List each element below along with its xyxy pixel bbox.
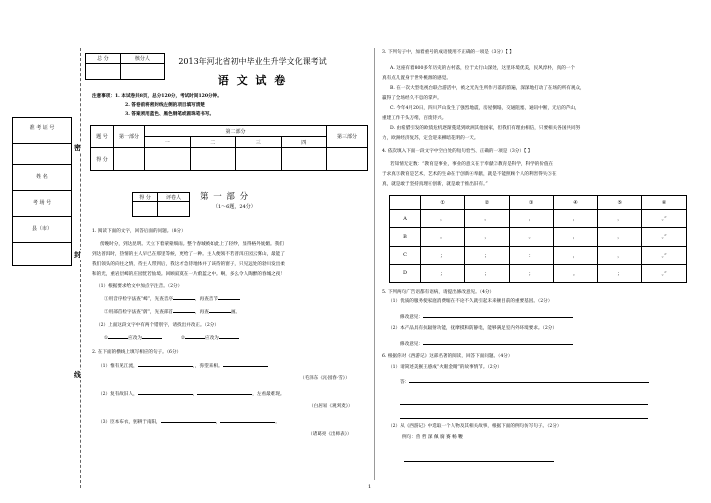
q1-sub1b-text: ②用部首检字法查“蔚”，先查部首 bbox=[104, 310, 174, 315]
q2-item-post: 。 bbox=[275, 420, 280, 425]
q2-source-3: （诸葛亮《出师表》） bbox=[308, 432, 352, 437]
grader-reviewer-label: 评卷人 bbox=[158, 193, 190, 202]
q4-row-d bbox=[390, 264, 687, 282]
answer-blank[interactable] bbox=[218, 299, 240, 300]
q4-row-c bbox=[390, 246, 687, 264]
q1-sub1b-mid: ，再查 bbox=[195, 310, 209, 315]
answer-blank[interactable] bbox=[423, 344, 573, 345]
name-label: 姓 名 bbox=[36, 174, 48, 180]
q2-item-1 bbox=[98, 364, 268, 371]
q2-item-pre: （1）惟有见江流， bbox=[98, 364, 138, 369]
table-cell: 。” bbox=[642, 264, 687, 282]
table-cell: ， bbox=[598, 210, 642, 228]
table-cell: 。 bbox=[509, 228, 553, 246]
q6-s2: （2）从《西游记》中选取一个人物及其相关故事，根据下面的例句仿写句子。（2分） bbox=[388, 424, 562, 429]
q1-sub1b-end: 画。 bbox=[230, 310, 241, 315]
exam-id-field[interactable] bbox=[13, 144, 71, 165]
q3-option-a-cont: 真有点儿置身于世外桃源的感觉。 bbox=[382, 76, 451, 81]
q1-sub1b bbox=[104, 310, 240, 317]
q6-s1-label: 答： bbox=[400, 380, 410, 385]
row-label: B bbox=[390, 228, 421, 246]
answer-blank[interactable] bbox=[220, 422, 275, 423]
table-cell: 。 bbox=[465, 210, 509, 228]
county-label: 县（市） bbox=[31, 226, 52, 232]
subject-title: 语 文 试 卷 bbox=[217, 74, 288, 87]
q1-sub2-answers bbox=[104, 336, 239, 343]
score-row-label: 得 分 bbox=[91, 148, 114, 171]
passage-line: 傍晚时分，到达昆明。天立下着蒙蒙细雨。整个春城被如此上了轻纱，显得格外妩媚。我们 bbox=[100, 242, 284, 247]
table-cell: 。” bbox=[642, 246, 687, 264]
grader-score-cell[interactable] bbox=[133, 202, 158, 217]
row-label: D bbox=[390, 264, 421, 282]
q2-item-post: ，弥望来相。 bbox=[194, 364, 223, 369]
table-cell: ， bbox=[598, 246, 642, 264]
q6-s2-example: 例句：兽 哲 深 佩 腐 赛 畅 鞭 bbox=[402, 435, 463, 440]
total-score-cell[interactable] bbox=[86, 64, 121, 80]
q2-stem: 2. 在下面的横线上填写相应的句子。（6分） bbox=[92, 350, 182, 355]
q3-option-a: A. 这座有着800多年历史的古村落，位于太行山深处，这里环境优美，民风淳朴，真的一个 bbox=[390, 66, 575, 71]
score-table bbox=[90, 125, 368, 171]
table-cell: ； bbox=[509, 264, 553, 282]
student-info-box bbox=[12, 117, 72, 266]
score-cell[interactable] bbox=[190, 148, 236, 171]
checker-label: 核分人 bbox=[120, 54, 164, 64]
q1-sub1a bbox=[104, 297, 240, 304]
q4-answer-table bbox=[389, 195, 687, 283]
q2-item-mid: ， bbox=[192, 392, 198, 397]
answer-blank[interactable] bbox=[108, 338, 128, 339]
part1-label: 第一部分 bbox=[114, 126, 145, 148]
grader-reviewer-cell[interactable] bbox=[158, 202, 190, 217]
q1-sub2: （2）上面这段文字中有两个错别字，请找出并改正。（2分） bbox=[96, 323, 219, 328]
seal-char-xian: 线 bbox=[74, 370, 81, 379]
question-number-label: 题 号 bbox=[91, 126, 114, 148]
col-header: ① bbox=[421, 196, 465, 210]
part-one-title: 第 一 部 分 bbox=[200, 192, 250, 202]
page-number: 1 bbox=[368, 484, 372, 490]
answer-blank[interactable] bbox=[219, 338, 239, 339]
grader-box bbox=[132, 192, 190, 217]
q3-options bbox=[382, 64, 585, 144]
part2-sub2: 二 bbox=[190, 137, 236, 148]
table-cell: ， bbox=[509, 210, 553, 228]
q3-option-d: D. 由希腊引发的欧债危机逐渐蔓延到欧洲其他国家，但我们有理由相信，只要相关各国共同努 bbox=[390, 126, 581, 131]
q5-s2-label: 修改意见： bbox=[400, 342, 423, 347]
q1-sub2b-mid: 应改为 bbox=[204, 336, 219, 341]
table-cell: ， bbox=[465, 228, 509, 246]
answer-blank[interactable] bbox=[223, 366, 268, 367]
answer-blank[interactable] bbox=[197, 394, 252, 395]
q2-item-2 bbox=[98, 392, 284, 399]
row-label: C bbox=[390, 246, 421, 264]
answer-blank[interactable] bbox=[409, 382, 649, 383]
note-1: 注意事项：1. 本试卷共8页，总分120分，考试时间120分钟。 bbox=[92, 94, 222, 99]
q1-sub2a: ① bbox=[104, 336, 109, 341]
q2-source-2: （白居易《观刈麦》） bbox=[309, 404, 353, 409]
table-cell: ， bbox=[553, 246, 597, 264]
table-cell: ； bbox=[421, 264, 465, 282]
part3-label: 第三部分 bbox=[327, 126, 368, 148]
q2-item-mid: ， bbox=[192, 364, 195, 369]
q3-stem: 3. 下列句子中，加着重号的成语使用不正确的一项是（3分）【 】 bbox=[382, 50, 514, 55]
table-cell: 。” bbox=[642, 228, 687, 246]
col-header: ⑤ bbox=[598, 196, 642, 210]
q1-passage bbox=[92, 240, 285, 280]
answer-blank[interactable] bbox=[142, 338, 162, 339]
q6-s1-answer bbox=[400, 380, 649, 387]
table-cell: ； bbox=[598, 264, 642, 282]
q5-s2: （2）本产品具有抗辐射功能，抚摩摸和防静电，能够满足室内外环境要求。（2分） bbox=[388, 326, 557, 331]
part2-sub4: 四 bbox=[281, 137, 327, 148]
table-cell: ； bbox=[465, 264, 509, 282]
q2-item-pre: （3）臣本布衣，躬耕于南阳， bbox=[98, 420, 161, 425]
page-divider bbox=[374, 48, 375, 480]
score-cell[interactable] bbox=[114, 148, 145, 171]
q3-option-c: C. 今年4月20日，四川芦山发生了强烈地震，房屋倒塌，交通阻塞，通讯中断，无后的芦山， bbox=[390, 106, 580, 111]
q2-item-3 bbox=[98, 420, 280, 427]
answer-line[interactable] bbox=[400, 404, 648, 405]
answer-blank[interactable] bbox=[209, 312, 231, 313]
col-header: ④ bbox=[553, 196, 597, 210]
room-label: 考 场 号 bbox=[32, 200, 52, 206]
q2-item-mid: ， bbox=[215, 420, 221, 425]
q4-line: 若知情无定数：“教育是事业，事业的意义在于奉献②教育是科学，科学的价值在 bbox=[390, 162, 554, 167]
answer-blank[interactable] bbox=[423, 317, 573, 318]
answer-blank[interactable] bbox=[138, 366, 193, 367]
seal-char-mi: 密 bbox=[74, 143, 81, 152]
col-header: ③ bbox=[509, 196, 553, 210]
q3-option-b-cont: 赢得了全场经久不息的掌声。 bbox=[382, 96, 442, 101]
score-cell[interactable] bbox=[327, 148, 368, 171]
corner-cell bbox=[390, 196, 421, 210]
q2-item-post: ，左看最难现。 bbox=[252, 392, 285, 397]
q3-option-b: B. 在一次大型电视台联合游活中，被之光先生所作月落的韵遍，深深地打动了在场的所有观众， bbox=[390, 86, 585, 91]
table-cell: ， bbox=[421, 210, 465, 228]
grader-score-label: 得 分 bbox=[133, 193, 158, 202]
q4-stem: 4. 依次填入下面一段文字中空白处的短句恰当、正确的一项是（3分）【 】 bbox=[382, 149, 533, 154]
q1-stem: 1. 阅读下面的文字，回答后面的问题。（8分） bbox=[92, 229, 186, 234]
seal-line bbox=[80, 48, 81, 488]
q5-s1: （1）优质的服务使家庭消费缩在不论不久就引起未来额目前的重要基因。（2分） bbox=[388, 299, 553, 304]
q6-stem: 6. 根据你对《西游记》这部名著的阅读，回答下面问题。（4分） bbox=[382, 354, 513, 359]
score-cell[interactable] bbox=[145, 148, 191, 171]
q2-source-1: （毛泽东《沁园春·雪》） bbox=[300, 376, 350, 381]
exam-id-label: 准 考 证 号 bbox=[29, 125, 55, 131]
q2-item-pre: （2）复有故旧人， bbox=[98, 392, 138, 397]
note-2: 2. 答卷前将密封线左侧的项目填写清楚 bbox=[125, 103, 205, 108]
passage-line: 到达普洱时，热情的主人早已在那里等候，更给了一种。主人便领不若普洱庄园云雾山，最能了 bbox=[92, 252, 285, 257]
table-cell: 。” bbox=[642, 210, 687, 228]
part2-label: 第二部分 bbox=[145, 126, 327, 137]
table-cell: 。 bbox=[421, 228, 465, 246]
passage-line: 和的光，重岩层嶂的庄园恍若仙境。回顾寂寞在一片蔚蓝之中。啊，多么令人陶醉的春城之夜！ bbox=[92, 272, 285, 277]
q4-row-a bbox=[390, 210, 687, 228]
q5-s2-answer bbox=[400, 342, 573, 349]
answer-blank[interactable] bbox=[185, 338, 205, 339]
note-3: 3. 答案须用蓝色、黑色钢笔或圆珠笔书写。 bbox=[125, 112, 215, 117]
q5-s1-answer bbox=[400, 315, 573, 322]
table-cell: 。 bbox=[553, 264, 597, 282]
exam-title: 2013年河北省初中毕业生升学文化课考试 bbox=[178, 57, 327, 66]
col-header: ⑥ bbox=[642, 196, 687, 210]
col-header: ② bbox=[465, 196, 509, 210]
table-cell: ； bbox=[421, 246, 465, 264]
part-one-subtitle: （1～6题，24分） bbox=[213, 204, 256, 210]
q1-sub1: （1）根据要求给文中加点字注音。（2分） bbox=[96, 284, 183, 289]
q5-stem: 5. 下列两句广告语都有语病，请提出修改意见。（4分） bbox=[382, 290, 495, 295]
answer-blank[interactable] bbox=[173, 312, 195, 313]
q4-line: 于求真③教育是艺术，艺术的生命在于创新④奉献，就是不能照顾个人的利害得失⑤在 bbox=[382, 172, 557, 177]
part2-sub1: 一 bbox=[145, 137, 191, 148]
seal-char-feng: 封 bbox=[74, 250, 81, 259]
answer-blank[interactable] bbox=[138, 394, 193, 395]
table-cell: ， bbox=[553, 210, 597, 228]
q1-sub2b: ② bbox=[180, 336, 185, 341]
table-cell: ； bbox=[465, 246, 509, 264]
score-cell[interactable] bbox=[236, 148, 282, 171]
table-cell: ， bbox=[598, 228, 642, 246]
row-label: A bbox=[390, 210, 421, 228]
part2-sub3: 三 bbox=[236, 137, 282, 148]
score-cell[interactable] bbox=[281, 148, 327, 171]
answer-line[interactable] bbox=[400, 418, 648, 419]
q4-line: 真，就是敢于坚持真理⑥创新，就是敢于推出旧有。” bbox=[382, 182, 488, 187]
passage-line: 我们领头的向往之情，待主人带到后，我这才急待地体并了该待的窗子，只见远处的勃川发出柔 bbox=[92, 262, 285, 267]
answer-line[interactable] bbox=[404, 461, 554, 462]
answer-blank[interactable] bbox=[161, 422, 216, 423]
q1-sub2a-mid: 应改为 bbox=[128, 336, 142, 341]
county-field[interactable] bbox=[13, 243, 71, 268]
q6-s1: （1）请简述美猴王感成“火眼金睛”的故事情节。（2分） bbox=[388, 365, 502, 370]
q1-sub1a-mid: ，再查音节 bbox=[195, 297, 218, 302]
q4-passage bbox=[382, 160, 557, 190]
q3-option-c-cont: 重建工作千头万绪，百废待兴。 bbox=[382, 116, 447, 121]
table-cell: ： bbox=[509, 246, 553, 264]
total-score-label: 总 分 bbox=[86, 54, 121, 64]
table-cell: ， bbox=[553, 228, 597, 246]
q4-row-b bbox=[390, 228, 687, 246]
q1-sub1a-text: ①用音序检字法查“嶂”，先查音序 bbox=[104, 297, 174, 302]
q5-s1-label: 修改意见： bbox=[400, 315, 423, 320]
answer-blank[interactable] bbox=[173, 299, 195, 300]
q3-option-d-cont: 力，欧洲经济复苏，定会迎来柳暗花明的一天。 bbox=[382, 136, 479, 141]
